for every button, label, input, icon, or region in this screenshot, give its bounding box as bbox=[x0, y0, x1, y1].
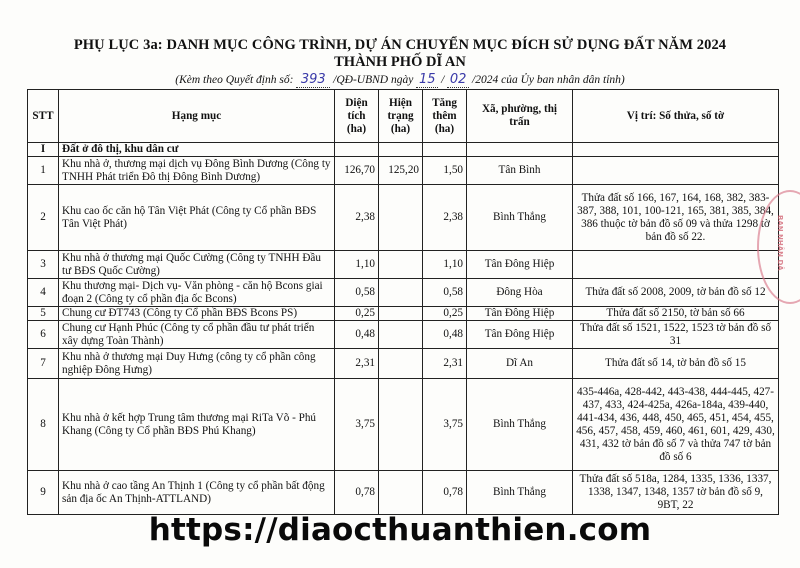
row-ward: Đông Hòa bbox=[467, 279, 573, 307]
row-added: 0,58 bbox=[423, 279, 467, 307]
row-added: 1,10 bbox=[423, 251, 467, 279]
row-stt: 2 bbox=[28, 185, 59, 251]
row-area: 0,78 bbox=[335, 471, 379, 515]
header-area-l2: tích bbox=[347, 109, 366, 122]
row-area: 0,25 bbox=[335, 307, 379, 321]
row-area: 126,70 bbox=[335, 157, 379, 185]
row-area: 1,10 bbox=[335, 251, 379, 279]
empty-cell bbox=[573, 143, 779, 157]
table-header-row bbox=[28, 90, 779, 143]
row-stt: 8 bbox=[28, 379, 59, 471]
row-ward: Bình Thắng bbox=[467, 471, 573, 515]
document-title: PHỤ LỤC 3a: DANH MỤC CÔNG TRÌNH, DỰ ÁN CHUYỂN MỤC ĐÍCH SỬ DỤNG ĐẤT NĂM 2024 bbox=[73, 37, 727, 53]
table-row bbox=[28, 379, 779, 471]
row-ward: Tân Đông Hiệp bbox=[467, 307, 573, 321]
row-ward: Tân Bình bbox=[467, 157, 573, 185]
row-item: Khu nhà ở kết hợp Trung tâm thương mại RiTa Võ - Phú Khang (Công ty Cổ phần BĐS Phú Khang) bbox=[59, 379, 335, 471]
header-current bbox=[379, 90, 423, 143]
header-added-l1: Tăng bbox=[432, 96, 457, 109]
row-location: Thửa đất số 1521, 1522, 1523 tờ bản đồ số 31 bbox=[573, 321, 779, 349]
row-location bbox=[573, 157, 779, 185]
row-area: 2,31 bbox=[335, 349, 379, 379]
empty-cell bbox=[379, 143, 423, 157]
row-current bbox=[379, 471, 423, 515]
header-ward bbox=[467, 90, 573, 143]
row-current bbox=[379, 307, 423, 321]
official-seal-text: BAN NHÂN DÂ bbox=[776, 215, 784, 271]
row-current bbox=[379, 349, 423, 379]
decision-day: 15 bbox=[416, 72, 438, 88]
document-subtitle: THÀNH PHỐ DĨ AN bbox=[334, 54, 466, 70]
empty-cell bbox=[467, 143, 573, 157]
row-stt: 4 bbox=[28, 279, 59, 307]
header-added bbox=[423, 90, 467, 143]
empty-cell bbox=[335, 143, 379, 157]
header-ward-l2: trấn bbox=[509, 116, 530, 128]
row-item: Chung cư ĐT743 (Công ty Cổ phần BĐS Bcons PS) bbox=[59, 307, 335, 321]
row-current bbox=[379, 185, 423, 251]
table-row bbox=[28, 185, 779, 251]
website-watermark: https://diaocthuanthien.com bbox=[148, 512, 652, 548]
table-row bbox=[28, 321, 779, 349]
row-current bbox=[379, 251, 423, 279]
row-item: Khu cao ốc căn hộ Tân Việt Phát (Công ty Cổ phần BĐS Tân Việt Phát) bbox=[59, 185, 335, 251]
header-added-l2: thêm bbox=[432, 109, 457, 122]
row-ward: Tân Đông Hiệp bbox=[467, 321, 573, 349]
header-added-l3: (ha) bbox=[434, 122, 455, 135]
row-stt: 1 bbox=[28, 157, 59, 185]
decision-reference bbox=[0, 72, 800, 88]
row-added: 1,50 bbox=[423, 157, 467, 185]
row-area: 0,58 bbox=[335, 279, 379, 307]
section-label: Đất ở đô thị, khu dân cư bbox=[59, 143, 335, 157]
row-added: 2,38 bbox=[423, 185, 467, 251]
row-added: 3,75 bbox=[423, 379, 467, 471]
row-location: Thửa đất số 518a, 1284, 1335, 1336, 1337, 1338, 1347, 1348, 1357 tờ bản đồ số 9, 9BT, 22 bbox=[573, 471, 779, 515]
decision-number: 393 bbox=[296, 72, 330, 88]
row-added: 2,31 bbox=[423, 349, 467, 379]
empty-cell bbox=[423, 143, 467, 157]
header-area-l3: (ha) bbox=[346, 122, 367, 135]
row-stt: 6 bbox=[28, 321, 59, 349]
header-stt: STT bbox=[28, 90, 59, 143]
row-item: Khu nhà ở thương mại Quốc Cường (Công ty TNHH Đầu tư BĐS Quốc Cường) bbox=[59, 251, 335, 279]
table-row bbox=[28, 349, 779, 379]
row-item: Khu nhà ở, thương mại dịch vụ Đông Bình Dương (Công ty TNHH Phát triển Đô thị Đông Bình Dương) bbox=[59, 157, 335, 185]
row-location: Thửa đất số 166, 167, 164, 168, 382, 383-387, 388, 101, 100-121, 165, 381, 385, 384, 386 thuộc tờ bản đồ số 09 và thửa 1298 tờ bản đồ số 22. bbox=[573, 185, 779, 251]
row-current: 125,20 bbox=[379, 157, 423, 185]
decision-mid: /QĐ-UBND ngày bbox=[330, 74, 417, 86]
row-location: Thửa đất số 2008, 2009, tờ bản đồ số 12 bbox=[573, 279, 779, 307]
row-location: 435-446a, 428-442, 443-438, 444-445, 427-437, 433, 424-425a, 426a-184a, 439-440, 441-434, 436, 448, 450, 465, 451, 454, 455, 456, 457, 458, 459, 460, 461, 601, 429, 430, 431, 432 tờ bản đồ số 7 và thửa 747 tờ bản đồ số 6 bbox=[573, 379, 779, 471]
header-area bbox=[335, 90, 379, 143]
row-stt: 3 bbox=[28, 251, 59, 279]
decision-month: 02 bbox=[447, 72, 469, 88]
header-ward-l1: Xã, phường, thị bbox=[481, 103, 558, 115]
table-row bbox=[28, 251, 779, 279]
section-row bbox=[28, 143, 779, 157]
decision-suffix: /2024 của Ủy ban nhân dân tỉnh) bbox=[469, 74, 625, 86]
row-current bbox=[379, 379, 423, 471]
row-item: Khu nhà ở thương mại Duy Hưng (công ty cổ phần công nghiệp Đông Hưng) bbox=[59, 349, 335, 379]
header-current-l1: Hiện bbox=[389, 96, 412, 109]
row-area: 2,38 bbox=[335, 185, 379, 251]
row-ward: Tân Đông Hiệp bbox=[467, 251, 573, 279]
table-row bbox=[28, 157, 779, 185]
row-item: Khu thương mại- Dịch vụ- Văn phòng - căn hộ Bcons giai đoạn 2 (Công ty cổ phần địa ốc Bcons) bbox=[59, 279, 335, 307]
header-current-l2: trạng bbox=[387, 109, 414, 122]
row-area: 0,48 bbox=[335, 321, 379, 349]
row-item: Chung cư Hạnh Phúc (Công ty cổ phần đầu tư phát triển xây dựng Toàn Thành) bbox=[59, 321, 335, 349]
row-added: 0,78 bbox=[423, 471, 467, 515]
row-location bbox=[573, 251, 779, 279]
row-current bbox=[379, 321, 423, 349]
row-current bbox=[379, 279, 423, 307]
row-location: Thửa đất số 2150, tờ bản số 66 bbox=[573, 307, 779, 321]
header-current-l3: (ha) bbox=[390, 122, 411, 135]
header-area-l1: Diện bbox=[345, 96, 368, 109]
section-number: I bbox=[28, 143, 59, 157]
header-item: Hạng mục bbox=[59, 90, 335, 143]
decision-prefix: (Kèm theo Quyết định số: bbox=[175, 74, 297, 86]
row-added: 0,48 bbox=[423, 321, 467, 349]
decision-sep: / bbox=[438, 74, 448, 86]
row-stt: 7 bbox=[28, 349, 59, 379]
table-row bbox=[28, 471, 779, 515]
row-ward: Dĩ An bbox=[467, 349, 573, 379]
row-location: Thửa đất số 14, tờ bản đồ số 15 bbox=[573, 349, 779, 379]
header-location: Vị trí: Số thửa, số tờ bbox=[573, 90, 779, 143]
row-added: 0,25 bbox=[423, 307, 467, 321]
row-stt: 9 bbox=[28, 471, 59, 515]
row-item: Khu nhà ở cao tầng An Thịnh 1 (Công ty cổ phần bất động sản địa ốc An Thịnh-ATTLAND) bbox=[59, 471, 335, 515]
table-row bbox=[28, 279, 779, 307]
project-table bbox=[27, 89, 779, 515]
row-area: 3,75 bbox=[335, 379, 379, 471]
row-stt: 5 bbox=[28, 307, 59, 321]
table-row bbox=[28, 307, 779, 321]
row-ward: Bình Thắng bbox=[467, 379, 573, 471]
row-ward: Bình Thắng bbox=[467, 185, 573, 251]
